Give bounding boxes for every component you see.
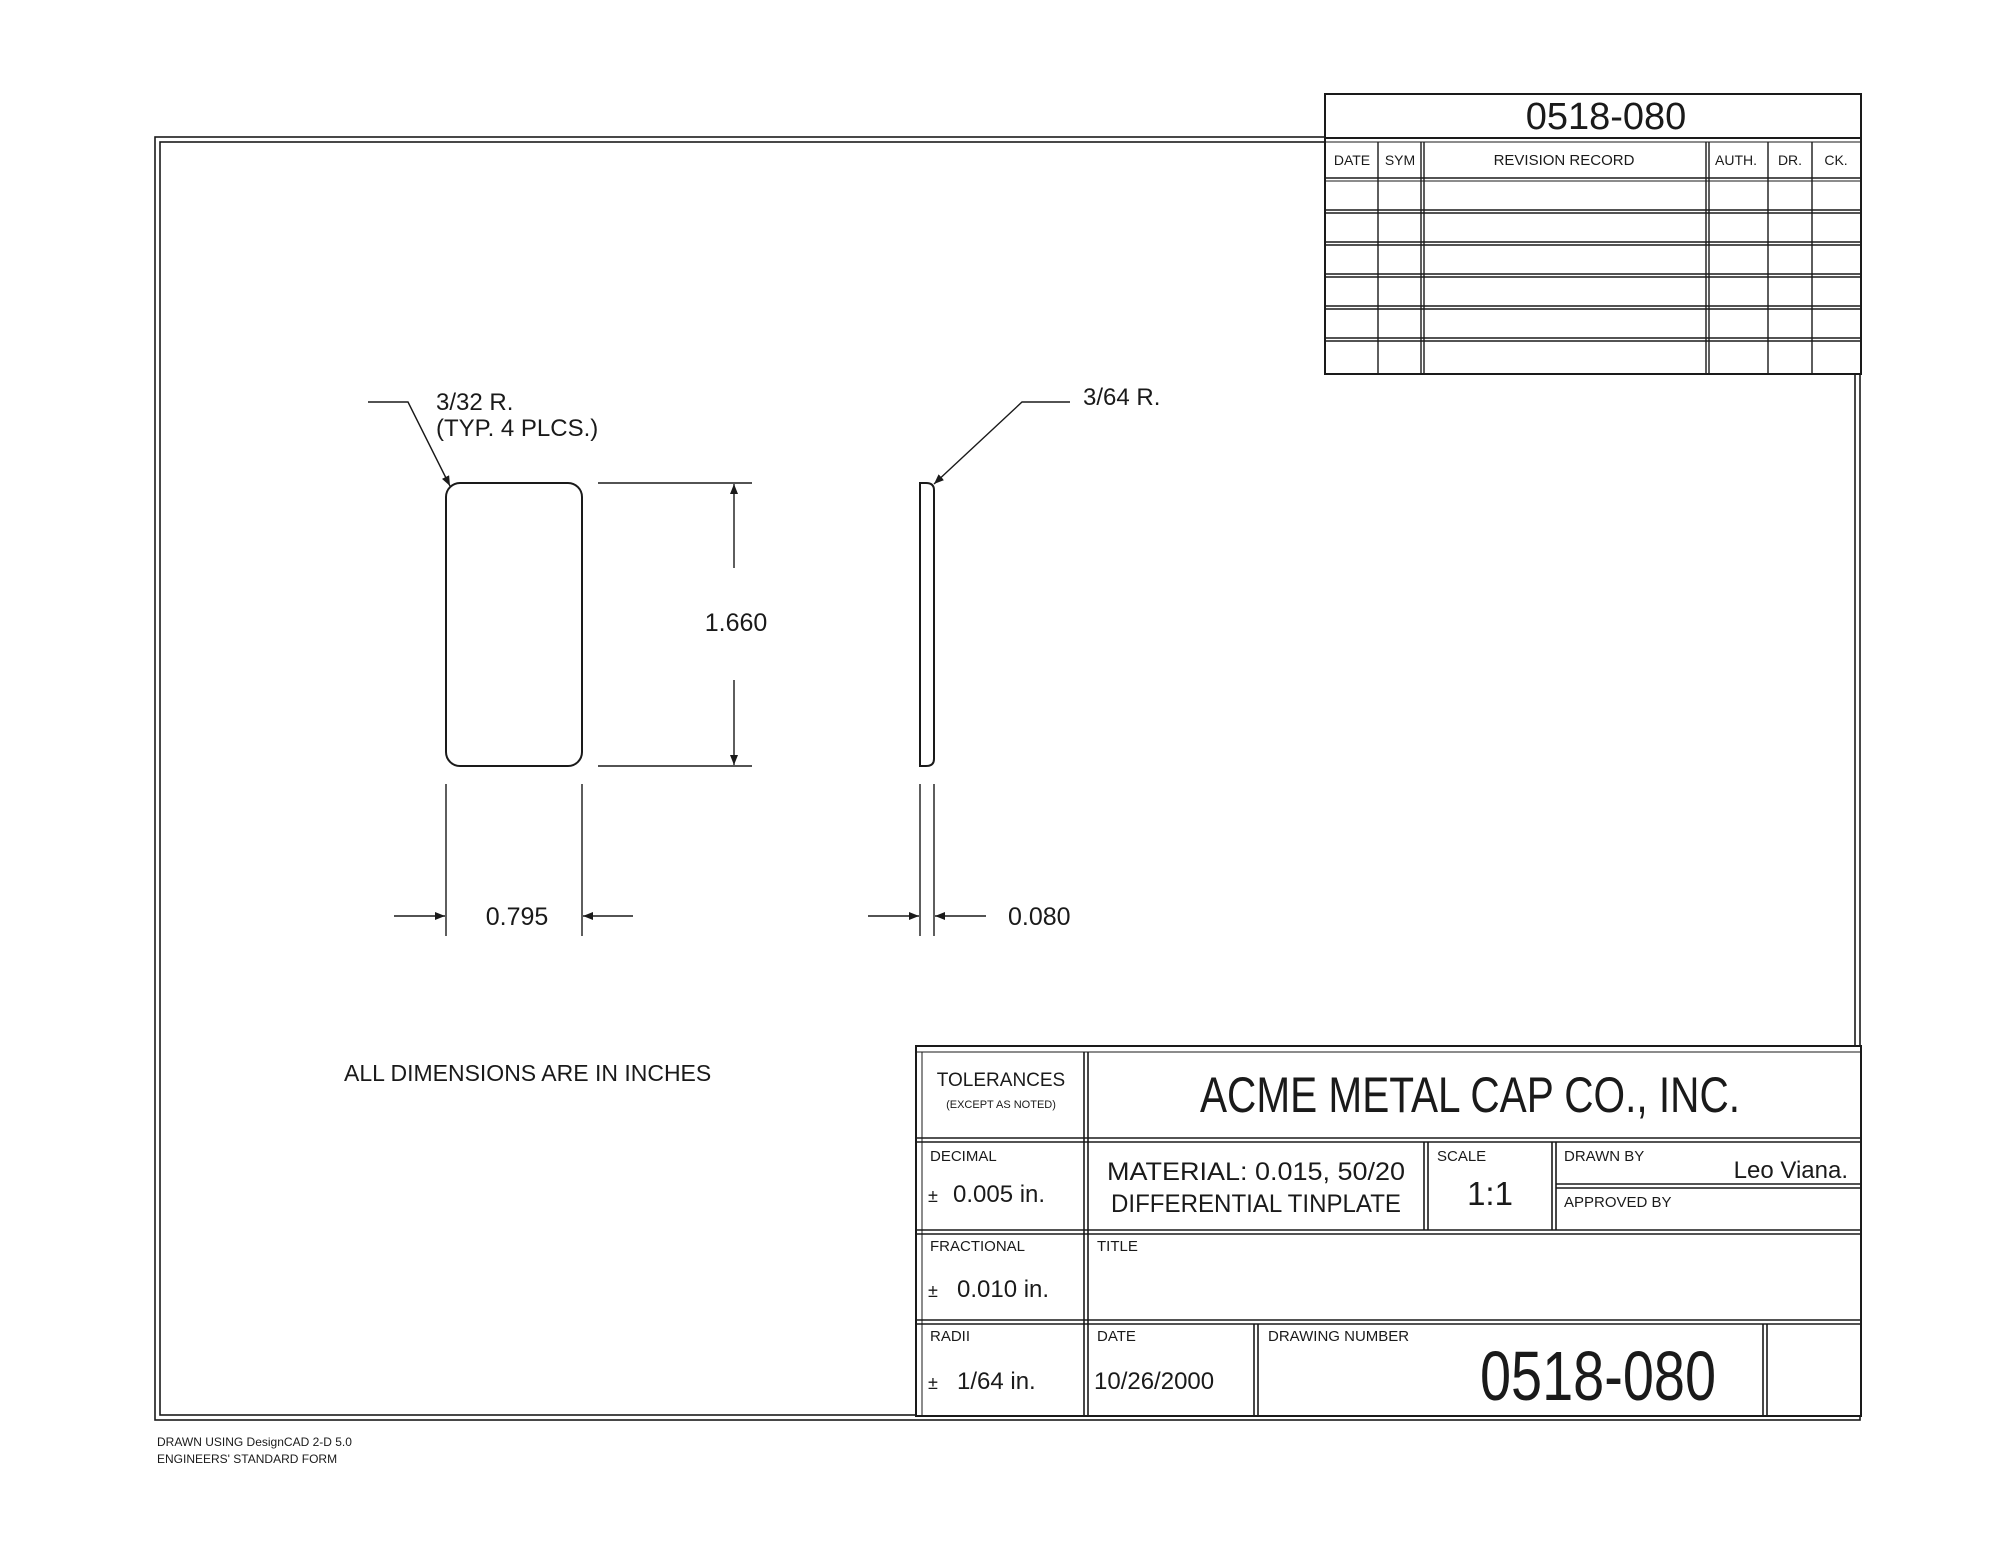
corner-radius-note: 3/32 R. [436, 389, 514, 416]
revision-block [1325, 94, 1861, 374]
units-note: ALL DIMENSIONS ARE IN INCHES [344, 1060, 712, 1086]
footer-form: ENGINEERS' STANDARD FORM [157, 1452, 338, 1466]
scale-value: 1:1 [1467, 1175, 1513, 1212]
radii-label: RADII [930, 1328, 971, 1345]
revision-header-ck: CK. [1824, 152, 1848, 168]
drawn-by-label: DRAWN BY [1564, 1148, 1645, 1165]
revision-drawing-number: 0518-080 [1525, 96, 1687, 138]
revision-header-dr: DR. [1777, 152, 1803, 168]
drawn-by-value: Leo Viana. [1733, 1157, 1848, 1184]
thickness-dimension: 0.080 [1008, 903, 1071, 931]
fractional-value: 0.010 in. [957, 1276, 1050, 1303]
radii-value: 1/64 in. [957, 1368, 1036, 1395]
decimal-label: DECIMAL [930, 1148, 997, 1165]
drawing-number-label: DRAWING NUMBER [1268, 1328, 1410, 1345]
decimal-value: 0.005 in. [953, 1181, 1046, 1208]
height-dimension: 1.660 [704, 609, 768, 637]
approved-by-label: APPROVED BY [1564, 1194, 1672, 1211]
edge-radius-leader [934, 402, 1070, 484]
edge-radius-note: 3/64 R. [1083, 384, 1161, 411]
company-name: ACME METAL CAP CO., INC. [1200, 1067, 1740, 1123]
decimal-plus-minus: ± [928, 1186, 938, 1206]
material-line1: MATERIAL: 0.015, 50/20 [1107, 1158, 1405, 1186]
part-outline-front [446, 483, 582, 766]
date-label: DATE [1097, 1328, 1136, 1345]
revision-header-auth: AUTH. [1715, 152, 1757, 168]
material-line2: DIFFERENTIAL TINPLATE [1111, 1190, 1401, 1218]
corner-radius-qualifier: (TYP. 4 PLCS.) [436, 415, 599, 442]
width-dimension: 0.795 [485, 903, 549, 931]
radii-plus-minus: ± [928, 1373, 938, 1393]
front-view [368, 389, 767, 936]
part-outline-side [920, 483, 934, 766]
revision-header-sym: SYM [1384, 152, 1416, 168]
tolerances-label: TOLERANCES [936, 1070, 1066, 1091]
revision-header-record: REVISION RECORD [1493, 152, 1635, 169]
date-value: 10/26/2000 [1094, 1368, 1215, 1395]
fractional-label: FRACTIONAL [930, 1238, 1026, 1255]
footer-software: DRAWN USING DesignCAD 2-D 5.0 [157, 1435, 352, 1449]
fractional-plus-minus: ± [928, 1281, 938, 1301]
drawing-number-value: 0518-080 [1480, 1337, 1716, 1415]
revision-header-date: DATE [1333, 152, 1371, 168]
side-view [868, 384, 1160, 936]
scale-label: SCALE [1437, 1148, 1487, 1165]
title-label: TITLE [1097, 1238, 1138, 1255]
title-block [916, 1046, 1861, 1416]
tolerances-sub: (EXCEPT AS NOTED) [946, 1099, 1056, 1111]
